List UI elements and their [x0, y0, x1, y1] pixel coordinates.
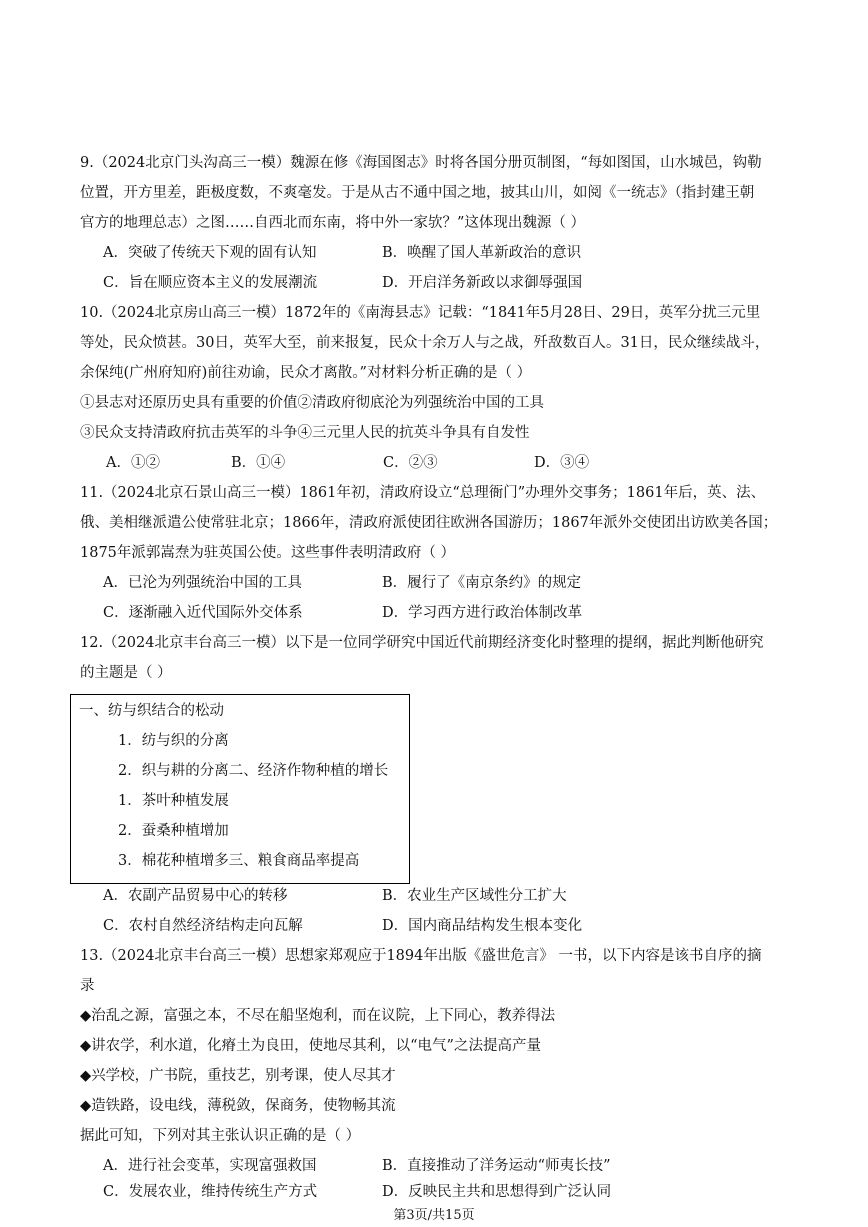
q13-excerpt-2: ◆讲农学，利水道，化瘠土为良田，使地尽其利，以“电气”之法提高产量 — [80, 1038, 541, 1054]
q12-option-b: B．农业生产区域性分工扩大 — [382, 888, 567, 904]
q12-stem-line-2: 的主题是（ ） — [80, 665, 172, 681]
q12-outline-item-4: 2．蚕桑种植增加 — [118, 823, 229, 839]
q10-stem-line-1: 10.（2024北京房山高三一模）1872年的《南海县志》记载：“1841年5月28日、29日，英军分扰三元里 — [80, 305, 761, 321]
q12-outline-item-2: 2．织与耕的分离二、经济作物种植的增长 — [118, 763, 389, 779]
q13-option-d: D．反映民主共和思想得到广泛认同 — [382, 1184, 612, 1200]
q13-option-c: C．发展农业，维持传统生产方式 — [103, 1184, 318, 1200]
q13-excerpt-4: ◆造铁路，设电线，薄税敛，保商务，使物畅其流 — [80, 1098, 396, 1114]
q12-option-d: D．国内商品结构发生根本变化 — [382, 918, 583, 934]
q12-stem-line-1: 12.（2024北京丰台高三一模）以下是一位同学研究中国近代前期经济变化时整理的提纲，据此判断他研究 — [80, 635, 764, 651]
q10-option-d: D．③④ — [534, 455, 590, 471]
q11-option-d: D．学习西方进行政治体制改革 — [382, 605, 583, 621]
q11-option-b: B．履行了《南京条约》的规定 — [382, 575, 582, 591]
q13-stem-line-2: 录 — [80, 978, 95, 994]
q10-statement-line-1: ①县志对还原历史具有重要的价值②清政府彻底沦为列强统治中国的工具 — [80, 395, 544, 411]
q12-outline-item-5: 3．棉花种植增多三、粮食商品率提高 — [118, 853, 360, 869]
q11-option-a: A．已沦为列强统治中国的工具 — [103, 575, 302, 591]
q10-option-c: C．②③ — [383, 455, 438, 471]
q13-stem-line-1: 13.（2024北京丰台高三一模）思想家郑观应于1894年出版《盛世危言》 一书，以下内容是该书自序的摘 — [80, 948, 762, 964]
page-number-footer: 第3页/共15页 — [393, 1208, 475, 1223]
q9-option-c: C．旨在顺应资本主义的发展潮流 — [103, 275, 318, 291]
q12-outline-item-3: 1．茶叶种植发展 — [118, 793, 229, 809]
q13-option-a: A．进行社会变革，实现富强救国 — [103, 1158, 317, 1174]
q12-outline-item-1: 1．纺与织的分离 — [118, 733, 229, 749]
q10-statement-line-2: ③民众支持清政府抗击英军的斗争④三元里人民的抗英斗争具有自发性 — [80, 425, 530, 441]
q12-outline-box — [70, 694, 410, 884]
q9-stem-line-2: 位置，开方里差，距极度数，不爽毫发。于是从古不通中国之地，披其山川，如阅《一统志》（指封建王朝 — [80, 185, 755, 201]
q11-stem-line-3: 1875年派郭嵩焘为驻英国公使。这些事件表明清政府（ ） — [80, 545, 456, 561]
q13-excerpt-1: ◆治乱之源，富强之本，不尽在船坚炮利，而在议院，上下同心，教养得法 — [80, 1008, 556, 1024]
q12-outline-heading-1: 一、纺与织结合的松动 — [79, 703, 224, 719]
q11-stem-line-2: 俄、美相继派遣公使常驻北京；1866年，清政府派使团往欧洲各国游历；1867年派外交使团出访欧美各国； — [80, 515, 778, 531]
q11-stem-line-1: 11.（2024北京石景山高三一模）1861年初，清政府设立“总理衙门”办理外交事务；1861年后，英、法、 — [80, 485, 766, 501]
q13-option-b: B．直接推动了洋务运动“师夷长技” — [382, 1158, 611, 1174]
q10-option-b: B．①④ — [231, 455, 286, 471]
q9-stem-line-1: 9.（2024北京门头沟高三一模）魏源在修《海国图志》时将各国分册页制图，“每如图国，山水城邑，钩勒 — [80, 155, 762, 171]
q9-option-d: D．开启洋务新政以求御辱强国 — [382, 275, 583, 291]
q9-option-b: B．唤醒了国人革新政治的意识 — [382, 245, 582, 261]
q13-question-line: 据此可知，下列对其主张认识正确的是（ ） — [80, 1128, 361, 1144]
q9-stem-line-3: 官方的地理总志）之图……自西北而东南，将中外一家欤？”这体现出魏源（ ） — [80, 215, 586, 231]
q10-stem-line-3: 余保纯(广州府知府)前往劝谕，民众才离散。”对材料分析正确的是（ ） — [80, 365, 532, 381]
q12-option-c: C．农村自然经济结构走向瓦解 — [103, 918, 303, 934]
q10-option-a: A．①② — [106, 455, 160, 471]
q13-excerpt-3: ◆兴学校，广书院，重技艺，别考课，使人尽其才 — [80, 1068, 396, 1084]
q9-option-a: A．突破了传统天下观的固有认知 — [103, 245, 317, 261]
q12-option-a: A．农副产品贸易中心的转移 — [103, 888, 288, 904]
q11-option-c: C．逐渐融入近代国际外交体系 — [103, 605, 303, 621]
q10-stem-line-2: 等处，民众愤甚。30日，英军大至，前来报复，民众十余万人与之战，歼敌数百人。31日，民众继续战斗， — [80, 335, 770, 351]
